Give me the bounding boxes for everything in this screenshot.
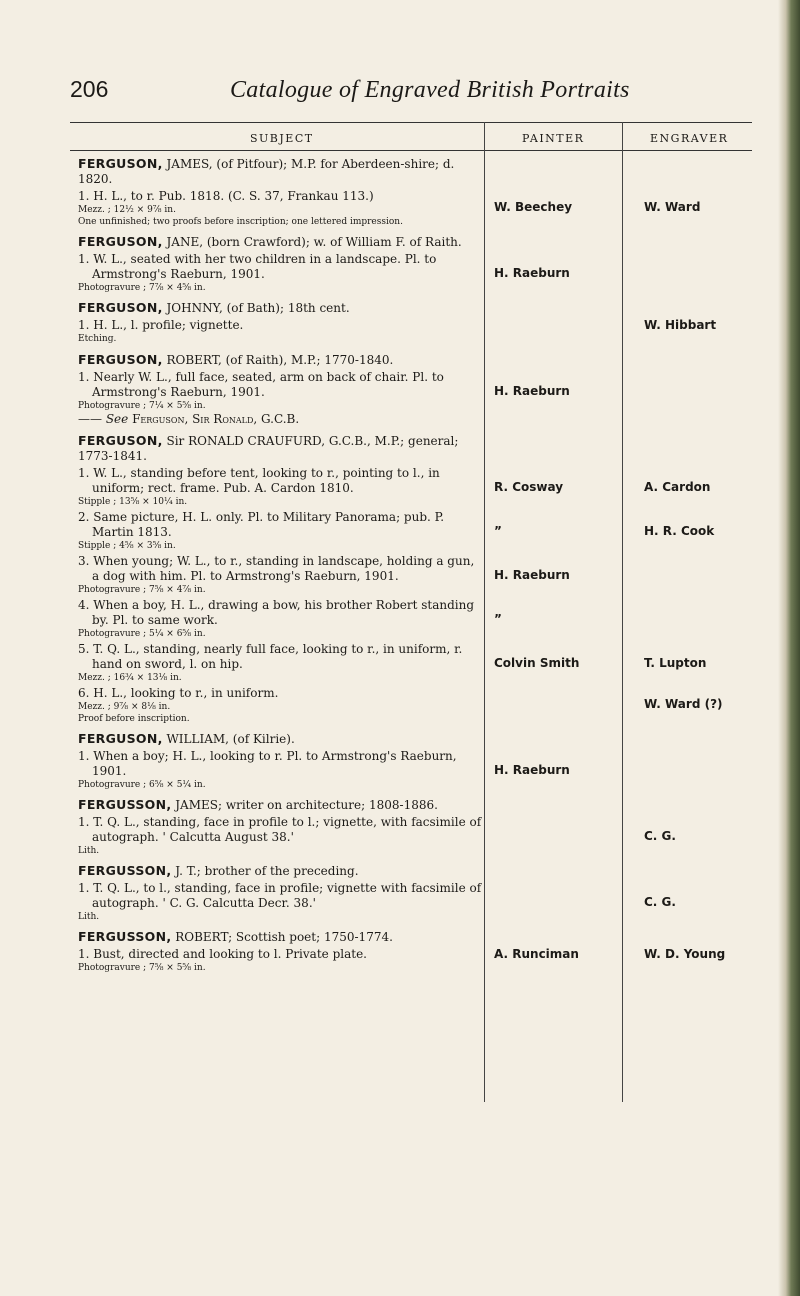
sitter-details: ROBERT, (of Raith), M.P.; 1770-1840. bbox=[162, 353, 394, 367]
sitter-surname: FERGUSON, bbox=[78, 300, 163, 315]
item-engraver: W. D. Young bbox=[644, 947, 726, 961]
item-painter bbox=[484, 815, 622, 857]
entry-heading bbox=[70, 797, 482, 813]
item-engraver: W. Ward bbox=[644, 200, 701, 214]
sitter-surname: FERGUSON, bbox=[78, 433, 163, 448]
item-painter: H. Raeburn bbox=[494, 266, 570, 280]
item-description: 1. Bust, directed and looking to l. Private plate. bbox=[78, 947, 367, 961]
catalogue-table bbox=[70, 122, 752, 1102]
item-description: 1. When a boy; H. L., looking to r. Pl. to Armstrong's Raeburn, 1901. bbox=[78, 749, 457, 778]
item-painter: ” bbox=[494, 612, 502, 626]
portrait-item-row bbox=[70, 642, 752, 684]
item-description: 6. H. L., looking to r., in uniform. bbox=[78, 686, 279, 700]
page-edge-shadow bbox=[778, 0, 800, 1296]
item-engraver bbox=[622, 370, 752, 412]
sitter-surname: FERGUSSON, bbox=[78, 863, 172, 878]
sitter-surname: FERGUSON, bbox=[78, 352, 163, 367]
item-description: 1. Nearly W. L., full face, seated, arm on back of chair. Pl. to Armstrong's Raeburn, 1901. bbox=[78, 370, 444, 399]
catalogue-entry bbox=[70, 156, 752, 228]
entry-heading bbox=[70, 731, 482, 747]
portrait-item-row bbox=[70, 370, 752, 412]
sitter-surname: FERGUSSON, bbox=[78, 929, 172, 944]
item-description: 1. W. L., seated with her two children in a landscape. Pl. to Armstrong's Raeburn, 1901. bbox=[78, 252, 437, 281]
item-description-cell bbox=[70, 318, 484, 346]
item-medium-size: Etching. bbox=[78, 334, 117, 344]
item-description-cell bbox=[70, 815, 484, 857]
item-medium-size: Mezz. ; 16¾ × 13⅛ in. bbox=[78, 673, 182, 683]
item-painter: ” bbox=[494, 524, 502, 538]
item-painter: R. Cosway bbox=[494, 480, 564, 494]
sitter-details: JAMES; writer on architecture; 1808-1886. bbox=[171, 798, 438, 812]
entry-heading bbox=[70, 929, 482, 945]
portrait-item-row bbox=[70, 749, 752, 791]
item-medium-size: Photogravure ; 7⅝ × 5⅝ in. bbox=[78, 963, 206, 973]
portrait-item-row bbox=[70, 881, 752, 923]
item-medium-size: Stipple ; 13⅝ × 10¼ in. bbox=[78, 497, 188, 507]
item-description-cell bbox=[70, 466, 484, 508]
portrait-item-row bbox=[70, 598, 752, 640]
catalogue-entry bbox=[70, 929, 752, 975]
item-description-cell bbox=[70, 686, 484, 725]
item-description-cell bbox=[70, 598, 484, 640]
item-engraver: A. Cardon bbox=[644, 480, 711, 494]
column-header-painter: PAINTER bbox=[522, 132, 585, 145]
catalogue-entry bbox=[70, 234, 752, 294]
entry-heading bbox=[70, 352, 482, 368]
cross-reference bbox=[70, 412, 752, 427]
item-medium-size: Mezz. ; 9⅞ × 8⅛ in. bbox=[78, 702, 171, 712]
item-description: 2. Same picture, H. L. only. Pl. to Military Panorama; pub. P. Martin 1813. bbox=[78, 510, 445, 539]
item-note: Proof before inscription. bbox=[78, 714, 190, 724]
item-description: 5. T. Q. L., standing, nearly full face, looking to r., in uniform, r. hand on sword, l. on hip. bbox=[78, 642, 463, 671]
item-engraver: T. Lupton bbox=[644, 656, 707, 670]
item-medium-size: Photogravure ; 6⅝ × 5¼ in. bbox=[78, 780, 206, 790]
sitter-details: JAMES, (of Pitfour); M.P. for Aberdeen-shire; d. 1820. bbox=[78, 157, 455, 186]
item-engraver: W. Ward (?) bbox=[644, 697, 723, 711]
sitter-surname: FERGUSON, bbox=[78, 731, 163, 746]
sitter-details: JANE, (born Crawford); w. of William F. of Raith. bbox=[162, 235, 462, 249]
catalogue-entry bbox=[70, 433, 752, 725]
portrait-item-row bbox=[70, 686, 752, 725]
item-painter: A. Runciman bbox=[494, 947, 579, 961]
item-description: 1. T. Q. L., to l., standing, face in profile; vignette with facsimile of autograph. ' C. G. Calcutta Decr. 38.' bbox=[78, 881, 482, 910]
catalogue-entry bbox=[70, 352, 752, 427]
table-top-rule bbox=[70, 122, 752, 123]
portrait-item-row bbox=[70, 947, 752, 975]
entry-heading bbox=[70, 863, 482, 879]
item-painter: H. Raeburn bbox=[494, 384, 570, 398]
item-description: 1. W. L., standing before tent, looking to r., pointing to l., in uniform; rect. frame. Pub. A. Cardon 1810. bbox=[78, 466, 440, 495]
item-description-cell bbox=[70, 642, 484, 684]
sitter-surname: FERGUSON, bbox=[78, 234, 163, 249]
cross-reference-prefix: —— See bbox=[78, 412, 129, 426]
item-medium-size: Photogravure ; 5¼ × 6⅝ in. bbox=[78, 629, 206, 639]
item-description: 1. T. Q. L., standing, face in profile to l.; vignette, with facsimile of autograph. ' Calcutta August 38.' bbox=[78, 815, 482, 844]
item-painter: H. Raeburn bbox=[494, 568, 570, 582]
sitter-details: ROBERT; Scottish poet; 1750-1774. bbox=[171, 930, 393, 944]
item-description-cell bbox=[70, 749, 484, 791]
item-engraver bbox=[622, 749, 752, 791]
item-note: One unfinished; two proofs before inscription; one lettered impression. bbox=[78, 217, 403, 227]
item-description-cell bbox=[70, 252, 484, 294]
cross-reference-target: Ferguson, Sir Ronald, G.C.B. bbox=[132, 412, 300, 426]
item-engraver bbox=[622, 554, 752, 596]
item-description-cell bbox=[70, 189, 484, 228]
catalogue-entry bbox=[70, 863, 752, 923]
item-description: 4. When a boy, H. L., drawing a bow, his brother Robert standing by. Pl. to same work. bbox=[78, 598, 475, 627]
running-title: Catalogue of Engraved British Portraits bbox=[230, 77, 630, 103]
item-description: 3. When young; W. L., to r., standing in landscape, holding a gun, a dog with him. Pl. to Armstrong's Raeburn, 1901. bbox=[78, 554, 475, 583]
item-painter: Colvin Smith bbox=[494, 656, 580, 670]
sitter-details: JOHNNY, (of Bath); 18th cent. bbox=[162, 301, 350, 315]
item-description-cell bbox=[70, 554, 484, 596]
item-painter bbox=[484, 881, 622, 923]
sitter-details: WILLIAM, (of Kilrie). bbox=[162, 732, 295, 746]
portrait-item-row bbox=[70, 815, 752, 857]
portrait-item-row bbox=[70, 318, 752, 346]
entry-heading bbox=[70, 300, 482, 316]
portrait-item-row bbox=[70, 466, 752, 508]
entry-heading bbox=[70, 156, 482, 187]
item-description: 1. H. L., to r. Pub. 1818. (C. S. 37, Frankau 113.) bbox=[78, 189, 374, 203]
item-engraver: C. G. bbox=[644, 895, 676, 909]
item-description-cell bbox=[70, 881, 484, 923]
entry-heading bbox=[70, 433, 482, 464]
column-header-engraver: ENGRAVER bbox=[650, 132, 729, 145]
portrait-item-row bbox=[70, 252, 752, 294]
item-engraver: W. Hibbart bbox=[644, 318, 717, 332]
item-engraver bbox=[622, 598, 752, 640]
item-description: 1. H. L., l. profile; vignette. bbox=[78, 318, 244, 332]
item-medium-size: Lith. bbox=[78, 846, 100, 856]
item-painter bbox=[484, 318, 622, 346]
portrait-item-row bbox=[70, 189, 752, 228]
entry-heading bbox=[70, 234, 482, 250]
item-painter: W. Beechey bbox=[494, 200, 573, 214]
item-medium-size: Photogravure ; 7⅝ × 4⅞ in. bbox=[78, 585, 206, 595]
item-description-cell bbox=[70, 510, 484, 552]
item-engraver: H. R. Cook bbox=[644, 524, 715, 538]
column-header-subject: SUBJECT bbox=[250, 132, 314, 145]
item-medium-size: Photogravure ; 7¼ × 5⅝ in. bbox=[78, 401, 206, 411]
item-medium-size: Mezz. ; 12½ × 9⅞ in. bbox=[78, 205, 176, 215]
table-header-rule bbox=[70, 150, 752, 151]
item-medium-size: Photogravure ; 7⅞ × 4⅝ in. bbox=[78, 283, 206, 293]
item-description-cell bbox=[70, 947, 484, 975]
catalogue-entry bbox=[70, 731, 752, 791]
portrait-item-row bbox=[70, 554, 752, 596]
portrait-item-row bbox=[70, 510, 752, 552]
entry-list bbox=[70, 156, 752, 981]
item-description-cell bbox=[70, 370, 484, 412]
item-painter: H. Raeburn bbox=[494, 763, 570, 777]
catalogue-entry bbox=[70, 797, 752, 857]
page-number: 206 bbox=[70, 76, 109, 102]
sitter-details: Sir RONALD CRAUFURD, G.C.B., M.P.; general; 1773-1841. bbox=[78, 434, 459, 463]
sitter-details: J. T.; brother of the preceding. bbox=[171, 864, 359, 878]
item-painter bbox=[484, 686, 622, 725]
item-medium-size: Lith. bbox=[78, 912, 100, 922]
item-medium-size: Stipple ; 4⅝ × 3⅝ in. bbox=[78, 541, 176, 551]
item-engraver bbox=[622, 252, 752, 294]
item-engraver: C. G. bbox=[644, 829, 676, 843]
sitter-surname: FERGUSON, bbox=[78, 156, 163, 171]
catalogue-entry bbox=[70, 300, 752, 346]
sitter-surname: FERGUSSON, bbox=[78, 797, 172, 812]
